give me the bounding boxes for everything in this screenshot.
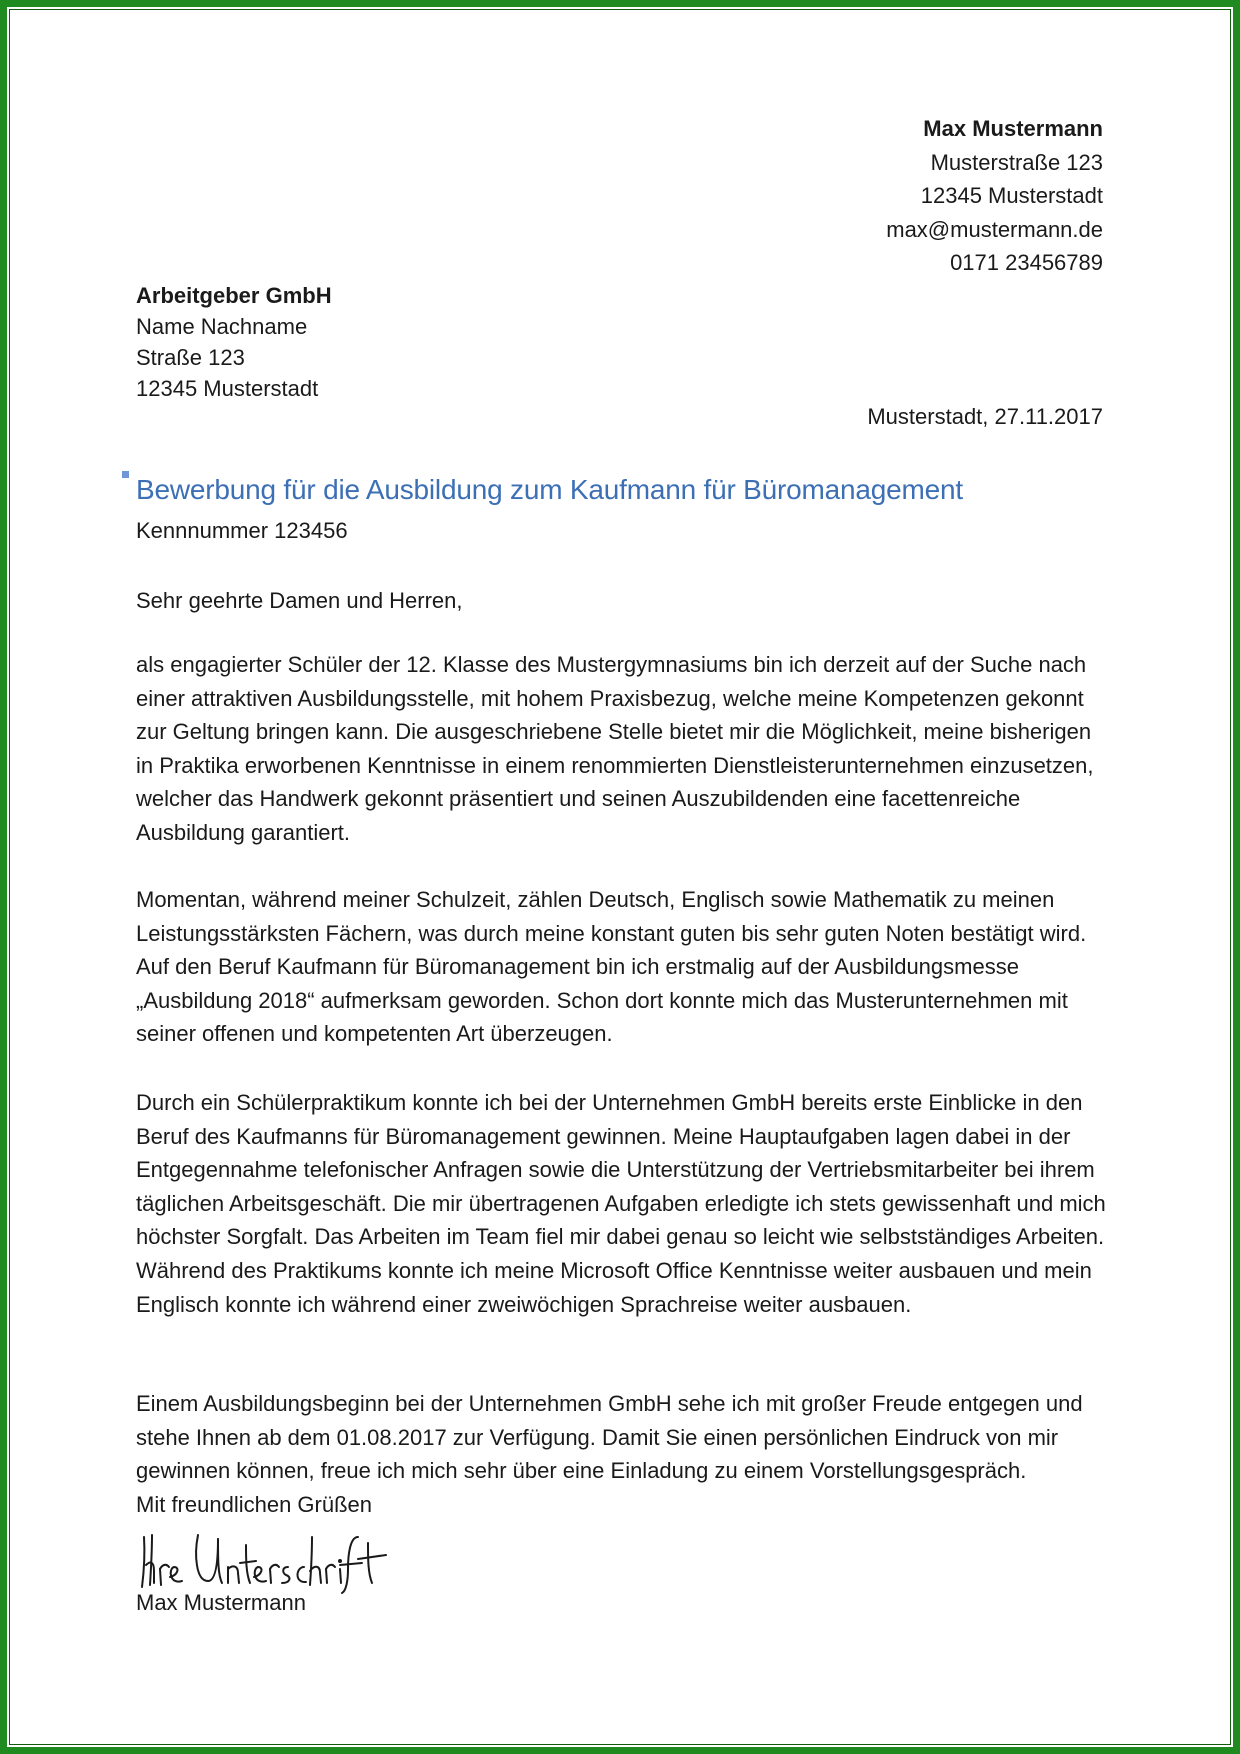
- sender-city: 12345 Musterstadt: [920, 183, 1103, 208]
- signer-name: Max Mustermann: [136, 1590, 306, 1615]
- sender-street: Musterstraße 123: [930, 149, 1103, 175]
- recipient-contact: Name Nachname: [136, 314, 308, 339]
- sender-name: Max Mustermann: [923, 116, 1103, 141]
- recipient-street: Straße 123: [136, 345, 245, 370]
- reference-number: Kennnummer 123456: [136, 518, 348, 543]
- body-paragraph-4: Einem Ausbildungsbeginn bei der Unternehmen GmbH sehe ich mit großer Freude entgegen und stehe Ihnen ab dem 01.08.2017 zur Verfügung. Damit Sie einen persönlichen Eindruck von mir gewinnen können, freue ich mich sehr über eine Einladung zu einem Vorstellungsgespräch.: [136, 1391, 1083, 1484]
- paragraph-marker-icon: [122, 471, 129, 478]
- recipient-city: 12345 Musterstadt: [136, 376, 319, 401]
- handwritten-signature: [136, 1525, 396, 1595]
- sender-phone: 0171 23456789: [950, 250, 1103, 275]
- body-paragraph-2: Momentan, während meiner Schulzeit, zählen Deutsch, Englisch sowie Mathematik zu meinen Leistungsstärksten Fächern, was durch meine konstant guten bis sehr guten Noten bestätigt wird. Auf den Beruf Kaufmann für Büromanagement bin ich erstmalig auf der Ausbildungsmesse „Ausbildung 2018“ aufmerksam geworden. Schon dort konnte mich das Musterunternehmen mit seiner offenen und kompetenten Art überzeugen.: [136, 887, 1087, 1047]
- recipient-address-block: [136, 280, 332, 404]
- closing-phrase: Mit freundlichen Grüßen: [136, 1491, 372, 1517]
- body-paragraph-3: Durch ein Schülerpraktikum konnte ich bei der Unternehmen GmbH bereits erste Einblicke in den Beruf des Kaufmanns für Büromanagement gewinnen. Meine Hauptaufgaben lagen dabei in der Entgegennahme telefonischer Anfragen sowie die Unterstützung der Vertriebsmitarbeiter bei ihrem täglichen Arbeitsgeschäft. Die mir übertragenen Aufgaben erledigte ich stets gewissenhaft und mich höchster Sorgfalt. Das Arbeiten im Team fiel mir dabei genau so leicht wie selbstständiges Arbeiten. Während des Praktikums konnte ich meine Microsoft Office Kenntnisse weiter ausbauen und mein Englisch konnte ich während einer zweiwöchigen Sprachreise weiter ausbauen.: [136, 1090, 1106, 1317]
- sender-address-block: [886, 112, 1103, 280]
- sender-email: max@mustermann.de: [886, 216, 1103, 242]
- recipient-company: Arbeitgeber GmbH: [136, 283, 332, 308]
- letter-date: Musterstadt, 27.11.2017: [867, 404, 1103, 429]
- body-paragraph-4-block: [136, 1387, 1106, 1521]
- body-paragraph-1: als engagierter Schüler der 12. Klasse des Mustergymnasiums bin ich derzeit auf der Suche nach einer attraktiven Ausbildungsstelle, mit hohem Praxisbezug, welche meine Kompetenzen gekonnt zur Geltung bringen kann. Die ausgeschriebene Stelle bietet mir die Möglichkeit, meine bisherigen in Praktika erworbenen Kenntnisse in einem renommierten Dienstleisterunternehmen einzusetzen, welcher das Handwerk gekonnt präsentiert und seinen Auszubildenden eine facettenreiche Ausbildung garantiert.: [136, 652, 1094, 845]
- salutation: Sehr geehrte Damen und Herren,: [136, 588, 463, 613]
- letter-subject: Bewerbung für die Ausbildung zum Kaufmann für Büromanagement: [136, 474, 963, 505]
